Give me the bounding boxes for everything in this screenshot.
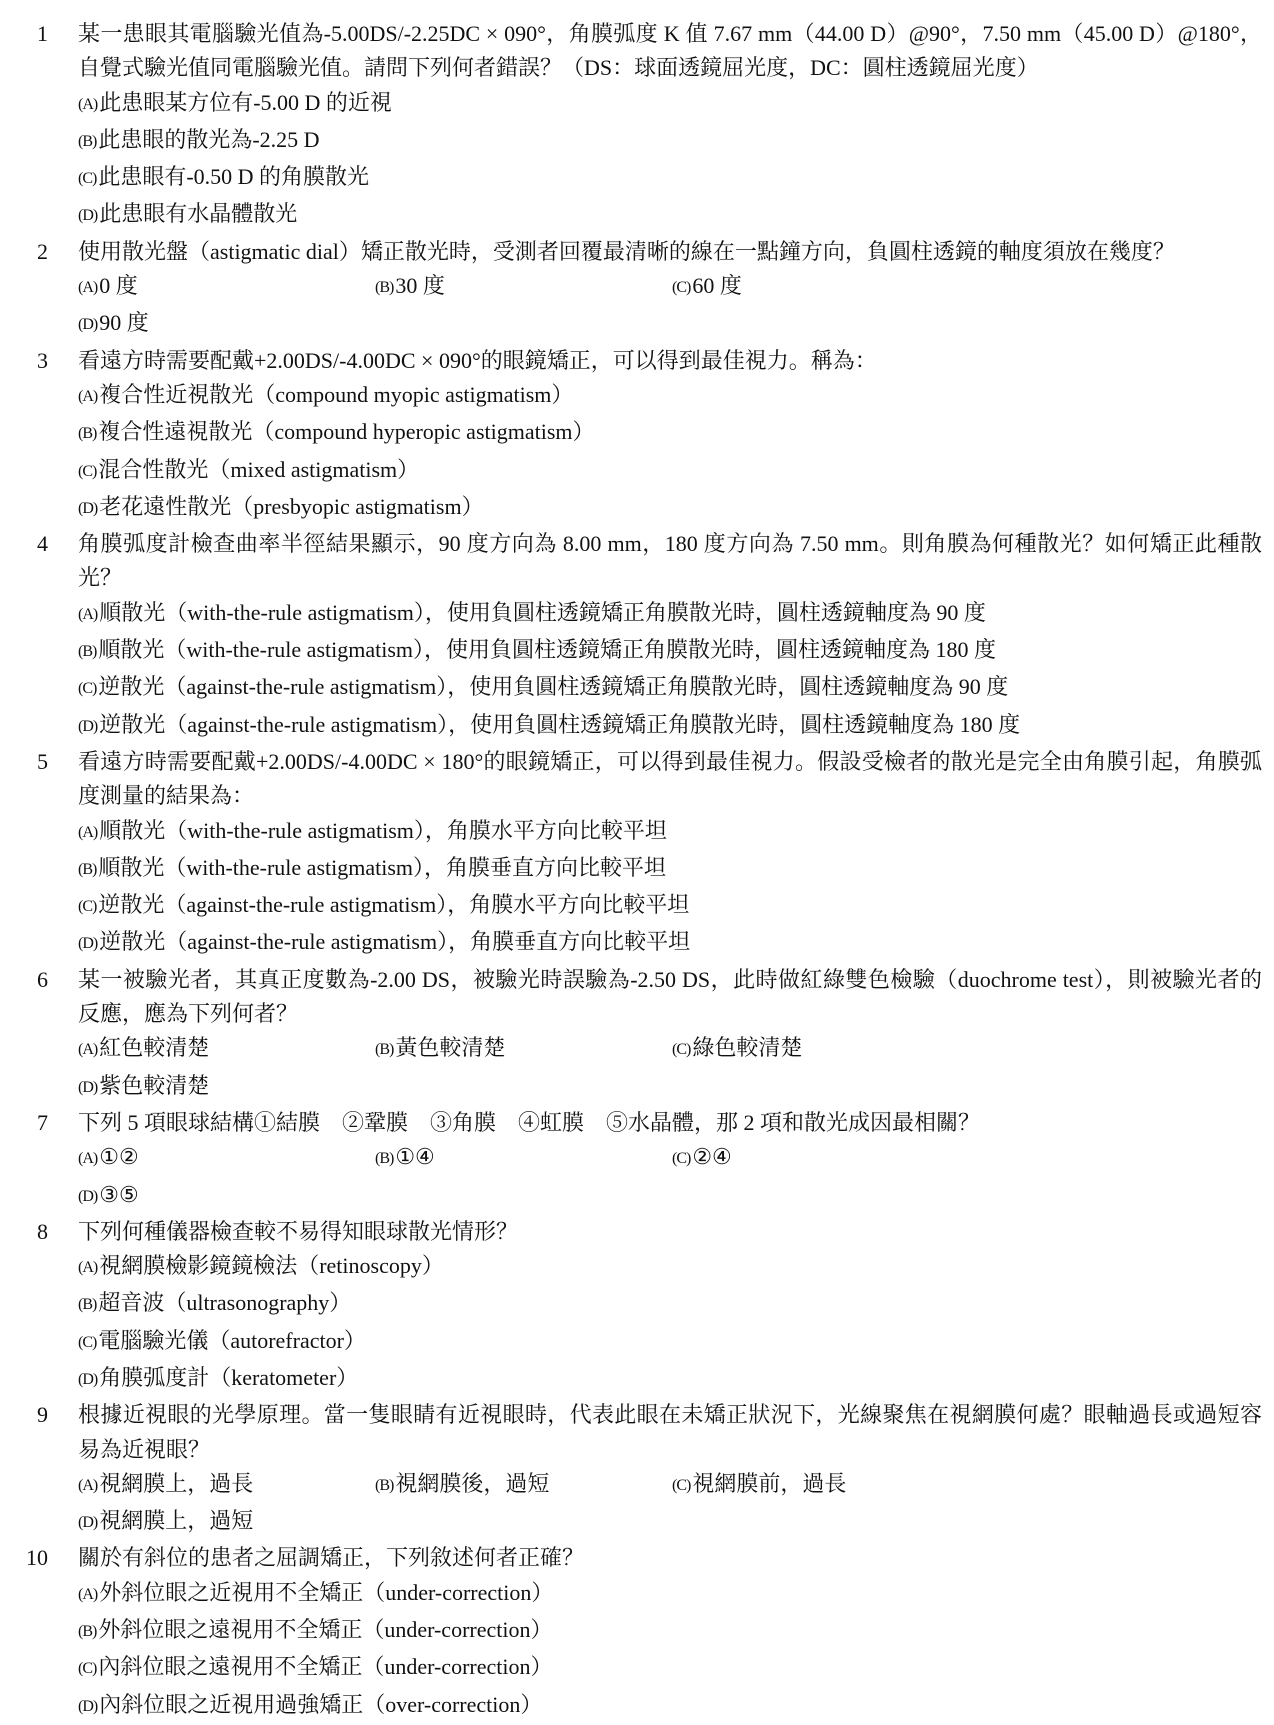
- option-label: (C): [78, 1333, 97, 1351]
- option-text: 複合性遠視散光（compound hyperopic astigmatism）: [98, 419, 595, 445]
- question-stem: 某一患眼其電腦驗光值為-5.00DS/-2.25DC × 090°，角膜弧度 K 值 7.67 mm（44.00 D）@90°，7.50 mm（45.00 D）@180°，自覺式驗光值同電腦驗光值。請問下列何者錯誤？（DS：球面透鏡屈光度，DC：圓柱透鏡屈光度）: [78, 21, 1262, 81]
- option-label: (D): [78, 1370, 98, 1388]
- option-text: 複合性近視散光（compound myopic astigmatism）: [99, 381, 574, 407]
- option-text: 逆散光（against-the-rule astigmatism），使用負圓柱透鏡矯正角膜散光時，圓柱透鏡軸度為 90 度: [98, 674, 1009, 700]
- question-number: 4: [37, 531, 48, 557]
- option-label: (D): [78, 1187, 98, 1205]
- option-c[interactable]: [672, 269, 969, 306]
- question-number: 1: [37, 21, 48, 46]
- option-c[interactable]: [78, 160, 675, 197]
- option-label: (A): [78, 1041, 98, 1059]
- option-label: (B): [375, 1041, 394, 1059]
- question-number: 9: [37, 1402, 48, 1428]
- option-label: (B): [78, 643, 97, 661]
- option-text: 60 度: [692, 273, 742, 299]
- option-label: (A): [78, 387, 98, 405]
- option-label: (C): [672, 1476, 691, 1494]
- option-text: 此患眼有水晶體散光: [99, 201, 298, 227]
- option-text: 外斜位眼之近視用不全矯正（under-correction）: [99, 1579, 554, 1605]
- option-label: (C): [672, 1150, 691, 1168]
- option-label: (A): [78, 1150, 98, 1168]
- question-7: [37, 1106, 1262, 1215]
- option-c[interactable]: [78, 670, 1262, 707]
- option-label: (B): [78, 1623, 97, 1641]
- option-text: 視網膜檢影鏡鏡檢法（retinoscopy）: [99, 1253, 444, 1279]
- option-label: (B): [375, 1150, 394, 1168]
- option-text: 逆散光（against-the-rule astigmatism），角膜水平方向比較平坦: [98, 892, 690, 918]
- question-number: 7: [37, 1109, 48, 1135]
- question-number: 6: [37, 966, 48, 992]
- option-list: [78, 596, 1262, 745]
- option-label: (B): [375, 1476, 394, 1494]
- option-label: (C): [78, 170, 97, 188]
- option-a[interactable]: [78, 1467, 375, 1504]
- option-text: 順散光（with-the-rule astigmatism），角膜水平方向比較平坦: [99, 817, 667, 843]
- option-b[interactable]: [78, 415, 1262, 452]
- option-text: 紫色較清楚: [99, 1072, 210, 1098]
- option-d[interactable]: [78, 306, 375, 343]
- question-stem: 角膜弧度計檢查曲率半徑結果顯示，90 度方向為 8.00 mm，180 度方向為 7.50 mm。則角膜為何種散光？如何矯正此種散光？: [78, 531, 1262, 591]
- option-list: [78, 378, 1262, 527]
- option-text: ②④: [692, 1144, 732, 1170]
- option-text: 視網膜前，過長: [692, 1470, 847, 1496]
- option-text: 順散光（with-the-rule astigmatism），使用負圓柱透鏡矯正角膜散光時，圓柱透鏡軸度為 90 度: [99, 599, 986, 625]
- option-label: (D): [78, 935, 98, 953]
- question-9: [37, 1398, 1262, 1541]
- option-text: 此患眼某方位有-5.00 D 的近視: [99, 89, 392, 115]
- option-b[interactable]: [375, 1140, 672, 1177]
- option-list: [78, 814, 1262, 963]
- option-label: (C): [78, 462, 97, 480]
- question-4: [37, 527, 1262, 745]
- option-b[interactable]: [375, 1031, 672, 1068]
- option-text: ③⑤: [99, 1181, 139, 1207]
- option-label: (A): [78, 1585, 98, 1603]
- question-3: [37, 344, 1262, 527]
- option-c[interactable]: [78, 888, 1262, 925]
- option-text: 0 度: [99, 273, 138, 299]
- option-a[interactable]: [78, 1140, 375, 1177]
- option-label: (A): [78, 823, 98, 841]
- option-d[interactable]: [78, 1178, 375, 1215]
- option-label: (A): [78, 1476, 98, 1494]
- option-label: (A): [78, 1259, 98, 1277]
- question-stem: 看遠方時需要配戴+2.00DS/-4.00DC × 180°的眼鏡矯正，可以得到最佳視力。假設受檢者的散光是完全由角膜引起，角膜弧度測量的結果為：: [78, 748, 1262, 809]
- question-stem: 下列何種儀器檢查較不易得知眼球散光情形？: [78, 1218, 519, 1244]
- option-d[interactable]: [78, 1069, 375, 1106]
- option-label: (A): [78, 95, 98, 113]
- option-label: (C): [672, 1041, 691, 1059]
- option-text: 90 度: [99, 310, 149, 336]
- question-6: [37, 963, 1262, 1106]
- question-stem: 根據近視眼的光學原理。當一隻眼睛有近視眼時，代表此眼在未矯正狀況下，光線聚焦在視網膜何處？眼軸過長或過短容易為近視眼？: [78, 1402, 1262, 1462]
- option-c[interactable]: [672, 1031, 969, 1068]
- option-label: (C): [78, 1660, 97, 1678]
- option-label: (A): [78, 605, 98, 623]
- option-text: ①④: [395, 1144, 435, 1170]
- option-label: (D): [78, 717, 98, 735]
- option-label: (B): [78, 860, 97, 878]
- option-text: 混合性散光（mixed astigmatism）: [98, 456, 420, 482]
- option-a[interactable]: [78, 86, 675, 123]
- option-c[interactable]: [78, 1650, 675, 1687]
- option-d[interactable]: [78, 1504, 375, 1541]
- option-d[interactable]: [78, 490, 1262, 527]
- option-a[interactable]: [78, 378, 1262, 415]
- option-text: 視網膜後，過短: [395, 1470, 550, 1496]
- option-label: (B): [78, 425, 97, 443]
- question-number: 8: [37, 1218, 48, 1244]
- option-a[interactable]: [78, 269, 375, 306]
- option-text: 電腦驗光儀（autorefractor）: [98, 1327, 366, 1353]
- option-text: 順散光（with-the-rule astigmatism），角膜垂直方向比較平坦: [98, 854, 667, 880]
- option-text: 內斜位眼之遠視用不全矯正（under-correction）: [98, 1654, 553, 1680]
- option-d[interactable]: [78, 197, 675, 234]
- option-label: (B): [78, 1296, 97, 1314]
- option-label: (C): [672, 279, 691, 297]
- option-b[interactable]: [78, 1286, 675, 1323]
- option-text: 30 度: [395, 273, 445, 299]
- option-d[interactable]: [78, 1688, 675, 1725]
- question-8: [37, 1215, 1262, 1398]
- question-stem: 某一被驗光者，其真正度數為-2.00 DS，被驗光時誤驗為-2.50 DS，此時做紅綠雙色檢驗（duochrome test），則被驗光者的反應，應為下列何者？: [78, 966, 1262, 1027]
- option-text: 老花遠性散光（presbyopic astigmatism）: [99, 493, 484, 519]
- option-text: 黃色較清楚: [395, 1035, 506, 1061]
- option-label: (C): [78, 898, 97, 916]
- question-stem: 看遠方時需要配戴+2.00DS/-4.00DC × 090°的眼鏡矯正，可以得到最佳視力。稱為：: [78, 347, 877, 373]
- question-stem: 關於有斜位的患者之屈調矯正，下列敘述何者正確？: [78, 1545, 585, 1571]
- option-label: (B): [375, 279, 394, 297]
- option-text: 視網膜上，過短: [99, 1508, 254, 1534]
- option-text: ①②: [99, 1144, 139, 1170]
- option-a[interactable]: [78, 814, 1262, 851]
- option-text: 視網膜上，過長: [99, 1470, 254, 1496]
- option-label: (C): [78, 680, 97, 698]
- option-text: 逆散光（against-the-rule astigmatism），角膜垂直方向比較平坦: [99, 929, 691, 955]
- option-label: (A): [78, 279, 98, 297]
- question-stem: 下列 5 項眼球結構①結膜 ②鞏膜 ③角膜 ④虹膜 ⑤水晶體，那 2 項和散光成因最相關？: [78, 1109, 981, 1135]
- option-c[interactable]: [78, 1324, 675, 1361]
- option-c[interactable]: [78, 453, 1262, 490]
- option-list: [78, 1031, 1262, 1106]
- option-c[interactable]: [672, 1467, 969, 1504]
- option-label: (D): [78, 1078, 98, 1096]
- option-list: [78, 1140, 1262, 1215]
- question-number: 2: [37, 238, 48, 264]
- option-a[interactable]: [78, 1031, 375, 1068]
- question-1: [37, 17, 1262, 235]
- option-label: (D): [78, 1697, 98, 1715]
- option-label: (D): [78, 207, 98, 225]
- option-b[interactable]: [78, 633, 1262, 670]
- option-list: [78, 1467, 1262, 1542]
- option-text: 此患眼有-0.50 D 的角膜散光: [98, 164, 370, 190]
- option-b[interactable]: [78, 1613, 675, 1650]
- question-2: [37, 235, 1262, 344]
- option-a[interactable]: [78, 1576, 675, 1613]
- option-text: 紅色較清楚: [99, 1035, 210, 1061]
- option-label: (D): [78, 316, 98, 334]
- option-d[interactable]: [78, 1361, 675, 1398]
- option-b[interactable]: [375, 1467, 672, 1504]
- option-c[interactable]: [672, 1140, 969, 1177]
- option-d[interactable]: [78, 925, 1262, 962]
- option-a[interactable]: [78, 596, 1262, 633]
- option-text: 角膜弧度計（keratometer）: [99, 1364, 359, 1390]
- option-text: 綠色較清楚: [692, 1035, 803, 1061]
- option-list: [78, 269, 1262, 344]
- question-5: [37, 745, 1262, 963]
- option-b[interactable]: [78, 851, 1262, 888]
- option-b[interactable]: [375, 269, 672, 306]
- question-stem: 使用散光盤（astigmatic dial）矯正散光時，受測者回覆最清晰的線在一點鐘方向，負圓柱透鏡的軸度須放在幾度？: [78, 238, 1175, 264]
- option-list: [78, 86, 1262, 235]
- option-text: 內斜位眼之近視用過強矯正（over-correction）: [99, 1691, 543, 1717]
- option-text: 逆散光（against-the-rule astigmatism），使用負圓柱透鏡矯正角膜散光時，圓柱透鏡軸度為 180 度: [99, 711, 1021, 737]
- option-text: 順散光（with-the-rule astigmatism），使用負圓柱透鏡矯正角膜散光時，圓柱透鏡軸度為 180 度: [98, 637, 997, 663]
- option-label: (D): [78, 1514, 98, 1532]
- option-d[interactable]: [78, 708, 1262, 745]
- question-10: [26, 1541, 1262, 1724]
- question-number: 10: [26, 1545, 48, 1571]
- option-label: (D): [78, 499, 98, 517]
- question-number: 3: [37, 347, 48, 373]
- option-text: 超音波（ultrasonography）: [98, 1290, 352, 1316]
- option-text: 此患眼的散光為-2.25 D: [98, 126, 320, 152]
- option-a[interactable]: [78, 1249, 675, 1286]
- option-label: (B): [78, 132, 97, 150]
- option-list: [78, 1576, 1262, 1725]
- option-b[interactable]: [78, 123, 675, 160]
- option-list: [78, 1249, 1262, 1398]
- question-number: 5: [37, 748, 48, 774]
- option-text: 外斜位眼之遠視用不全矯正（under-correction）: [98, 1617, 553, 1643]
